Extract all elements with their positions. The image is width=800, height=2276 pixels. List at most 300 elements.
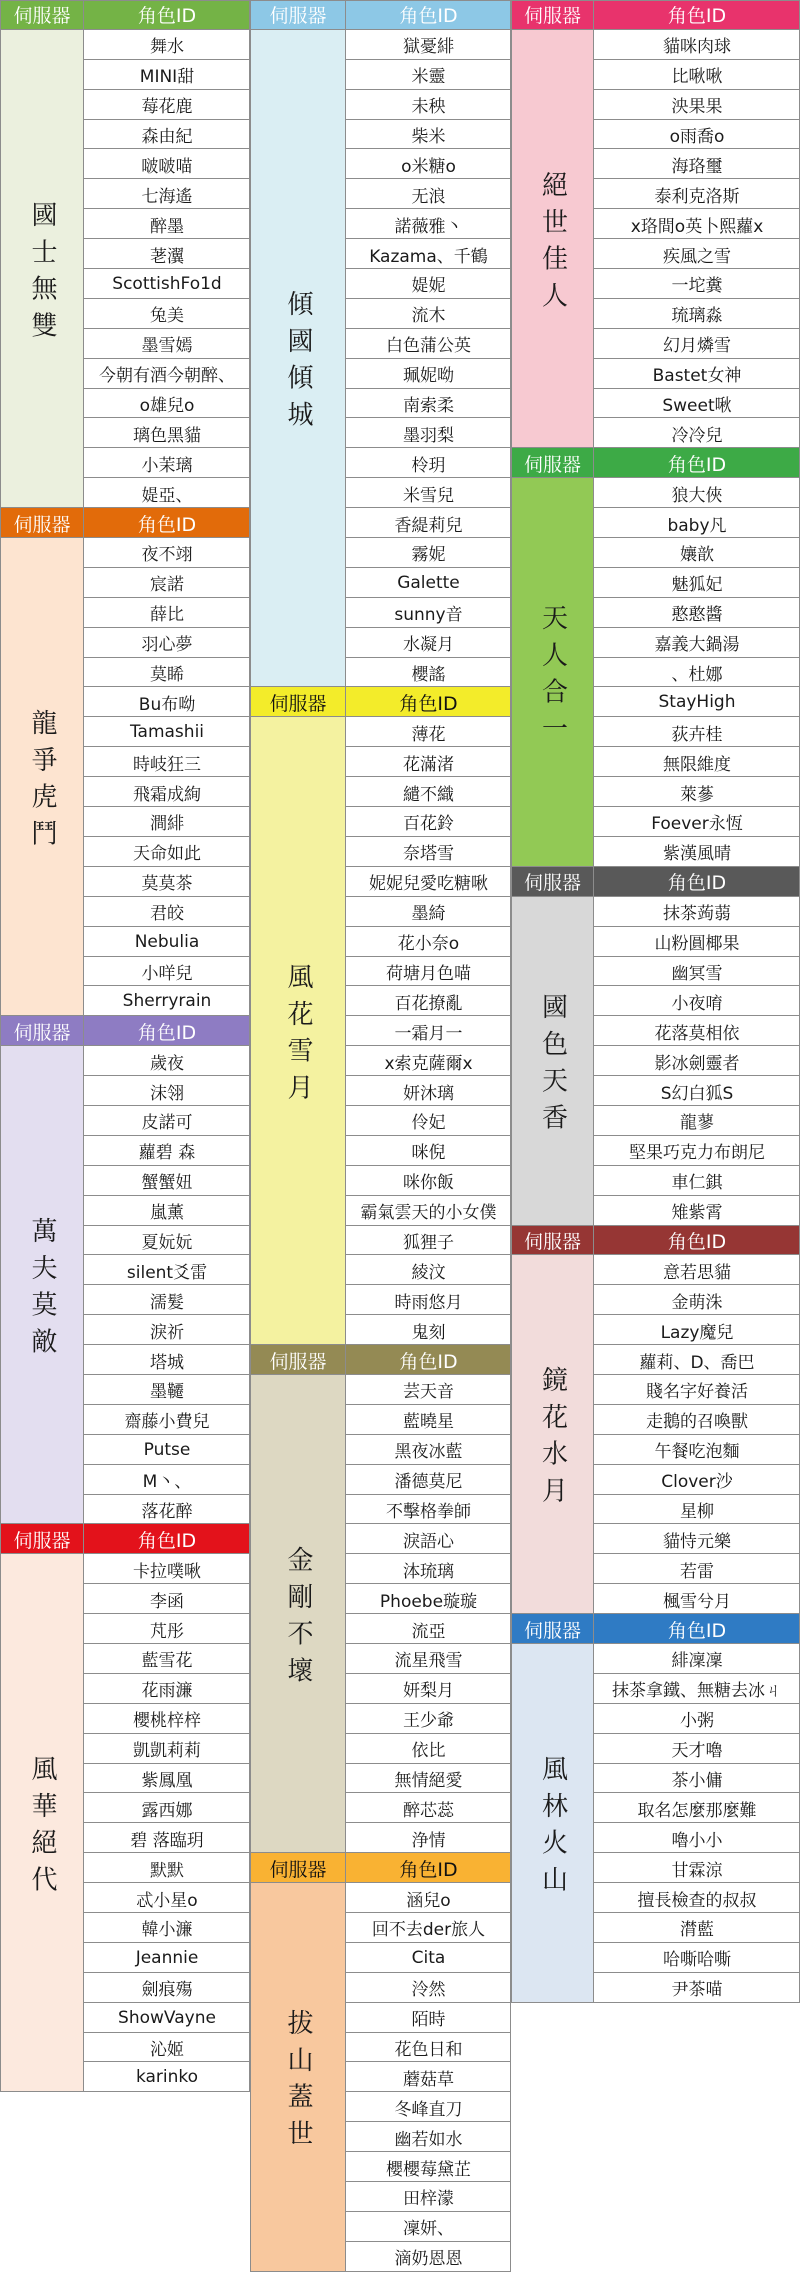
character-id-cell: 櫻桃梓梓 <box>84 1704 250 1734</box>
group-header-row <box>511 1226 800 1256</box>
character-id-cell: 露西娜 <box>84 1793 250 1823</box>
character-id-cell: 荖瀷 <box>84 239 250 269</box>
character-id-cell: Lazy魔兒 <box>594 1315 800 1345</box>
group-body <box>511 478 800 867</box>
character-id-cell: 抹茶蒟蒻 <box>594 897 800 927</box>
character-id-cell: 蘿碧 森 <box>84 1136 250 1166</box>
server-name: 風花雪月 <box>283 962 313 1111</box>
character-id-cell: 水凝月 <box>346 628 511 658</box>
server-name: 金剛不壞 <box>283 1545 313 1694</box>
character-id-cell: 紫漢風晴 <box>594 837 800 867</box>
character-id-cell: 媞亞、 <box>84 478 250 508</box>
character-id-cell: 未秧 <box>346 90 511 120</box>
character-id-cell: 陌時 <box>346 2003 511 2033</box>
server-name: 國色天香 <box>537 992 568 1141</box>
server-name: 鏡花水月 <box>537 1366 568 1515</box>
character-id-list <box>594 897 800 1226</box>
character-id-cell: x珞間o英卜熙蘿x <box>594 209 800 239</box>
server-cell <box>250 1375 346 1853</box>
character-id-cell: 走鵝的召喚獸 <box>594 1405 800 1435</box>
header-server-label: 伺服器 <box>511 1226 594 1256</box>
character-id-cell: 沫翎 <box>84 1076 250 1106</box>
server-group <box>511 1614 800 2003</box>
character-id-cell: 取名怎麼那麼難 <box>594 1793 800 1823</box>
server-name: 天人合一 <box>537 604 568 752</box>
character-id-cell: 天命如此 <box>84 837 250 867</box>
character-id-cell: 柃玥 <box>346 448 511 478</box>
header-id-label: 角色ID <box>594 448 800 478</box>
server-group <box>511 0 800 448</box>
character-id-cell: 回不去der旅人 <box>346 1913 511 1943</box>
group-body <box>511 1255 800 1614</box>
character-id-cell: 影冰劍靈者 <box>594 1046 800 1076</box>
character-id-cell: Clover沙 <box>594 1465 800 1495</box>
character-id-cell: 擅長檢查的叔叔 <box>594 1883 800 1913</box>
character-id-cell: o雨喬o <box>594 120 800 150</box>
character-id-cell: 小夜唷 <box>594 986 800 1016</box>
character-id-cell: 澗緋 <box>84 807 250 837</box>
character-id-cell: 小粥 <box>594 1704 800 1734</box>
character-id-cell: 意若思貓 <box>594 1255 800 1285</box>
server-name: 風華絕代 <box>27 1754 57 1903</box>
character-id-cell: 鬼刻 <box>346 1315 511 1345</box>
server-name: 拔山蓋世 <box>283 2009 313 2157</box>
character-id-cell: 車仁錤 <box>594 1166 800 1196</box>
character-id-cell: Jeannie <box>84 1943 250 1973</box>
character-id-cell: Galette <box>346 568 511 598</box>
header-id-label: 角色ID <box>346 0 511 30</box>
server-cell <box>511 1644 594 2003</box>
server-cell <box>0 30 84 508</box>
character-id-cell: 抹茶拿鐵、無糖去冰ㄐ <box>594 1674 800 1704</box>
character-id-cell: 哈嘶哈嘶 <box>594 1943 800 1973</box>
character-id-cell: 韓小濂 <box>84 1913 250 1943</box>
character-id-cell: 無限維度 <box>594 747 800 777</box>
character-id-cell: 伶妃 <box>346 1106 511 1136</box>
character-id-cell: 淚語心 <box>346 1524 511 1554</box>
header-server-label: 伺服器 <box>0 1016 84 1046</box>
character-id-cell: 妍沐璃 <box>346 1076 511 1106</box>
character-id-cell: 嘉義大鍋湯 <box>594 628 800 658</box>
header-id-label: 角色ID <box>84 0 250 30</box>
character-id-cell: 泰利克洛斯 <box>594 179 800 209</box>
group-header-row <box>511 1614 800 1644</box>
group-header-row <box>0 1524 250 1554</box>
character-id-cell: 孃歆 <box>594 538 800 568</box>
character-id-cell: 冷冷兒 <box>594 418 800 448</box>
character-id-cell: 比啾啾 <box>594 60 800 90</box>
character-id-cell: S幻白狐S <box>594 1076 800 1106</box>
character-id-cell: 甘霖涼 <box>594 1853 800 1883</box>
character-id-cell: 淚祈 <box>84 1315 250 1345</box>
group-header-row <box>0 0 250 30</box>
header-server-label: 伺服器 <box>511 1614 594 1644</box>
group-body <box>511 897 800 1226</box>
server-group <box>511 1226 800 1615</box>
character-id-cell: 蘿莉、D、喬巴 <box>594 1345 800 1375</box>
character-id-cell: 嚕小小 <box>594 1823 800 1853</box>
character-id-cell: 流亞 <box>346 1614 511 1644</box>
character-id-cell: 齋藤小費兒 <box>84 1405 250 1435</box>
character-id-cell: 潸藍 <box>594 1913 800 1943</box>
character-id-cell: 貓恃元樂 <box>594 1524 800 1554</box>
character-id-cell: 流木 <box>346 299 511 329</box>
character-id-cell: 海珞璽 <box>594 149 800 179</box>
character-id-cell: 堅果巧克力布朗尼 <box>594 1136 800 1166</box>
character-id-cell: Cita <box>346 1943 511 1973</box>
character-id-cell: 忒小星o <box>84 1883 250 1913</box>
character-id-cell: 依比 <box>346 1734 511 1764</box>
character-id-cell: 皮諾可 <box>84 1106 250 1136</box>
character-id-cell: 李函 <box>84 1584 250 1614</box>
header-id-label: 角色ID <box>594 1614 800 1644</box>
character-id-cell: karinko <box>84 2062 250 2092</box>
server-group <box>0 1016 250 1524</box>
character-id-cell: 楓雪兮月 <box>594 1584 800 1614</box>
character-id-cell: Putse <box>84 1435 250 1465</box>
character-id-cell: 泍琉璃 <box>346 1554 511 1584</box>
character-id-cell: 凱凱莉莉 <box>84 1734 250 1764</box>
character-id-cell: 涵兒o <box>346 1883 511 1913</box>
character-id-cell: 泱果果 <box>594 90 800 120</box>
header-id-label: 角色ID <box>594 1226 800 1256</box>
server-cell <box>511 30 594 448</box>
server-cell <box>511 897 594 1226</box>
character-id-cell: MINI甜 <box>84 60 250 90</box>
character-id-cell: 花小奈o <box>346 927 511 957</box>
character-id-list <box>346 1375 511 1853</box>
server-group <box>250 1345 511 1853</box>
character-id-cell: 緋凜凜 <box>594 1644 800 1674</box>
character-id-cell: 若雷 <box>594 1554 800 1584</box>
character-id-cell: 田梓濛 <box>346 2182 511 2212</box>
character-id-cell: 米雪兒 <box>346 478 511 508</box>
server-group <box>511 448 800 866</box>
group-header-row <box>0 508 250 538</box>
character-id-cell: silent爻雷 <box>84 1255 250 1285</box>
header-server-label: 伺服器 <box>250 687 346 717</box>
character-id-cell: 萊蔘 <box>594 777 800 807</box>
character-id-cell: 羽心夢 <box>84 628 250 658</box>
character-id-cell: 時岐狂三 <box>84 747 250 777</box>
character-id-cell: 花落莫相依 <box>594 1016 800 1046</box>
character-id-list <box>84 1554 250 2092</box>
character-id-cell: 王少爺 <box>346 1704 511 1734</box>
group-header-row <box>250 1853 511 1883</box>
character-id-cell: 无浪 <box>346 179 511 209</box>
character-id-cell: 櫻櫻莓黛芷 <box>346 2152 511 2182</box>
character-id-cell: 花色日和 <box>346 2033 511 2063</box>
character-id-cell: 櫻謠 <box>346 658 511 688</box>
group-body <box>511 30 800 448</box>
server-group <box>0 0 250 508</box>
character-id-cell: Bu布呦 <box>84 687 250 717</box>
character-id-cell: 時雨悠月 <box>346 1285 511 1315</box>
character-id-cell: 奈塔雪 <box>346 837 511 867</box>
character-id-cell: 米靈 <box>346 60 511 90</box>
character-id-cell: 劍痕殤 <box>84 1973 250 2003</box>
server-name: 絕世佳人 <box>537 170 568 319</box>
character-id-cell: 幽若如水 <box>346 2122 511 2152</box>
character-id-cell: 舞水 <box>84 30 250 60</box>
character-id-cell: 君皎 <box>84 897 250 927</box>
character-id-cell: 凜妍、 <box>346 2212 511 2242</box>
character-id-cell: 荻卉桂 <box>594 717 800 747</box>
character-id-cell: 貓咪肉球 <box>594 30 800 60</box>
character-id-cell: 濡髮 <box>84 1285 250 1315</box>
character-id-cell: 璃色黑貓 <box>84 418 250 448</box>
character-id-cell: 墨羽梨 <box>346 418 511 448</box>
server-name: 國士無雙 <box>27 200 57 349</box>
group-body <box>0 1046 250 1524</box>
character-id-cell: Tamashii <box>84 717 250 747</box>
character-id-cell: 小咩兒 <box>84 957 250 987</box>
character-id-cell: 花滿渚 <box>346 747 511 777</box>
group-header-row <box>511 867 800 897</box>
server-cell <box>0 1554 84 2092</box>
character-id-cell: 雉紫霄 <box>594 1196 800 1226</box>
character-id-cell: 龍蓼 <box>594 1106 800 1136</box>
server-group <box>0 508 250 1016</box>
character-id-cell: 流星飛雪 <box>346 1644 511 1674</box>
server-group <box>0 1524 250 2092</box>
character-id-cell: 浄情 <box>346 1823 511 1853</box>
character-id-list <box>594 478 800 867</box>
character-id-cell: 妍梨月 <box>346 1674 511 1704</box>
character-id-cell: 飛霜成絢 <box>84 777 250 807</box>
character-id-cell: 泠然 <box>346 1973 511 2003</box>
character-id-cell: 山粉圓椰果 <box>594 927 800 957</box>
character-id-cell: 冬峰直刀 <box>346 2092 511 2122</box>
character-id-cell: 南索柔 <box>346 389 511 419</box>
character-id-cell: 七海遙 <box>84 179 250 209</box>
header-id-label: 角色ID <box>84 1016 250 1046</box>
header-id-label: 角色ID <box>594 867 800 897</box>
character-id-cell: 卡拉噗啾 <box>84 1554 250 1584</box>
character-id-cell: 墨綺 <box>346 897 511 927</box>
header-id-label: 角色ID <box>346 1345 511 1375</box>
header-id-label: 角色ID <box>346 687 511 717</box>
character-id-cell: 百花鈴 <box>346 807 511 837</box>
character-id-cell: 墨韆 <box>84 1375 250 1405</box>
character-id-cell: Sweet啾 <box>594 389 800 419</box>
character-id-cell: 莓花鹿 <box>84 90 250 120</box>
character-id-cell: 柴米 <box>346 120 511 150</box>
character-id-cell: 幻月燐雪 <box>594 329 800 359</box>
character-id-cell: o米糖o <box>346 149 511 179</box>
character-id-cell: 香緹莉兒 <box>346 508 511 538</box>
character-id-cell: 啵啵喵 <box>84 149 250 179</box>
header-server-label: 伺服器 <box>250 1345 346 1375</box>
character-id-cell: 賤名字好養活 <box>594 1375 800 1405</box>
character-id-cell: 藍雪花 <box>84 1644 250 1674</box>
header-server-label: 伺服器 <box>511 867 594 897</box>
group-header-row <box>0 1016 250 1046</box>
character-id-cell: 潘德莫尼 <box>346 1465 511 1495</box>
character-id-cell: 白色蒲公英 <box>346 329 511 359</box>
character-id-cell: 默默 <box>84 1853 250 1883</box>
character-id-list <box>84 1046 250 1524</box>
group-header-row <box>250 0 511 30</box>
group-header-row <box>250 687 511 717</box>
character-id-cell: 不擊格拳師 <box>346 1495 511 1525</box>
character-id-cell: ScottishFo1d <box>84 269 250 299</box>
group-body <box>250 717 511 1345</box>
character-id-cell: o雄兒o <box>84 389 250 419</box>
character-id-cell: 莫莫茶 <box>84 867 250 897</box>
character-id-cell: 落花醉 <box>84 1495 250 1525</box>
character-id-cell: 咪你飯 <box>346 1166 511 1196</box>
character-id-list <box>84 538 250 1016</box>
header-server-label: 伺服器 <box>250 0 346 30</box>
character-id-cell: baby凡 <box>594 508 800 538</box>
server-name: 龍爭虎鬥 <box>27 708 57 857</box>
character-id-cell: 沁姬 <box>84 2033 250 2063</box>
character-id-cell: Kazama、千鶴 <box>346 239 511 269</box>
character-id-cell: 獄憂緋 <box>346 30 511 60</box>
table-column-right <box>511 0 800 2003</box>
character-id-cell: 午餐吃泡麵 <box>594 1435 800 1465</box>
header-id-label: 角色ID <box>346 1853 511 1883</box>
group-body <box>0 30 250 508</box>
character-id-cell: Nebulia <box>84 927 250 957</box>
character-id-cell: 芃彤 <box>84 1614 250 1644</box>
group-body <box>250 1883 511 2272</box>
character-id-cell: Foever永恆 <box>594 807 800 837</box>
table-column-left <box>0 0 250 2092</box>
character-id-cell: 無情絕愛 <box>346 1764 511 1794</box>
character-id-cell: 莫睎 <box>84 658 250 688</box>
character-id-cell: sunny音 <box>346 598 511 628</box>
character-id-cell: 諾薇雅丶 <box>346 209 511 239</box>
server-cell <box>250 30 346 688</box>
header-server-label: 伺服器 <box>0 508 84 538</box>
group-body <box>250 1375 511 1853</box>
header-server-label: 伺服器 <box>511 448 594 478</box>
character-id-cell: 魅狐妃 <box>594 568 800 598</box>
character-id-cell: 百花撩亂 <box>346 986 511 1016</box>
character-id-cell: 薄花 <box>346 717 511 747</box>
character-id-cell: 狐狸子 <box>346 1226 511 1256</box>
group-header-row <box>250 1345 511 1375</box>
character-id-cell: 歲夜 <box>84 1046 250 1076</box>
character-id-cell: 狼大俠 <box>594 478 800 508</box>
character-id-cell: ShowVayne <box>84 2003 250 2033</box>
character-id-cell: 紫鳳凰 <box>84 1764 250 1794</box>
character-id-cell: 繾不織 <box>346 777 511 807</box>
character-id-cell: 幽冥雪 <box>594 957 800 987</box>
server-name: 風林火山 <box>537 1754 568 1903</box>
server-cell <box>250 717 346 1345</box>
group-header-row <box>511 0 800 30</box>
character-id-cell: 尹茶喵 <box>594 1973 800 2003</box>
server-cell <box>511 478 594 867</box>
character-id-list <box>84 30 250 508</box>
character-id-cell: Phoebe璇璇 <box>346 1584 511 1614</box>
character-id-cell: 森由紀 <box>84 120 250 150</box>
character-id-cell: 蟹蟹妞 <box>84 1166 250 1196</box>
character-id-cell: 薛比 <box>84 598 250 628</box>
character-id-cell: 琉璃淼 <box>594 299 800 329</box>
table-column-middle <box>250 0 511 2272</box>
server-cell <box>511 1255 594 1614</box>
character-id-cell: 妮妮兒愛吃糖啾 <box>346 867 511 897</box>
character-id-cell: 茶小傭 <box>594 1764 800 1794</box>
server-cell <box>0 1046 84 1524</box>
character-id-cell: 憨憨醬 <box>594 598 800 628</box>
header-server-label: 伺服器 <box>0 0 84 30</box>
header-server-label: 伺服器 <box>0 1524 84 1554</box>
character-id-cell: 蘑菇草 <box>346 2062 511 2092</box>
character-id-cell: 夏妧妧 <box>84 1226 250 1256</box>
character-id-cell: 碧 落臨玥 <box>84 1823 250 1853</box>
group-body <box>511 1644 800 2003</box>
character-id-cell: 兔美 <box>84 299 250 329</box>
character-id-cell: 一霜月一 <box>346 1016 511 1046</box>
character-id-cell: 荷塘月色喵 <box>346 957 511 987</box>
group-header-row <box>511 448 800 478</box>
character-id-cell: 芸天音 <box>346 1375 511 1405</box>
character-id-list <box>346 1883 511 2272</box>
group-body <box>0 1554 250 2092</box>
character-id-cell: 霸氣雲天的小女僕 <box>346 1196 511 1226</box>
character-id-cell: 小茉璃 <box>84 448 250 478</box>
character-id-cell: 霧妮 <box>346 538 511 568</box>
character-id-list <box>594 1644 800 2003</box>
character-id-cell: 滴奶恩恩 <box>346 2242 511 2272</box>
character-id-cell: 星柳 <box>594 1495 800 1525</box>
header-id-label: 角色ID <box>84 1524 250 1554</box>
group-body <box>0 538 250 1016</box>
character-id-list <box>594 30 800 448</box>
character-id-cell: 媞妮 <box>346 269 511 299</box>
character-id-cell: 宸諾 <box>84 568 250 598</box>
character-id-cell: M丶、 <box>84 1465 250 1495</box>
server-cell <box>0 538 84 1016</box>
character-id-cell: 疾風之雪 <box>594 239 800 269</box>
character-id-cell: Bastet女神 <box>594 359 800 389</box>
character-id-cell: 墨雪嫣 <box>84 329 250 359</box>
character-id-cell: 綾汶 <box>346 1255 511 1285</box>
character-id-cell: 黑夜冰藍 <box>346 1435 511 1465</box>
character-id-cell: 天才嚕 <box>594 1734 800 1764</box>
character-id-cell: 金萌洙 <box>594 1285 800 1315</box>
character-id-cell: 一坨糞 <box>594 269 800 299</box>
character-id-cell: 嵐薰 <box>84 1196 250 1226</box>
character-id-list <box>346 717 511 1345</box>
server-group <box>250 0 511 687</box>
character-id-list <box>346 30 511 688</box>
character-id-list <box>594 1255 800 1614</box>
server-name: 萬夫莫敵 <box>27 1216 57 1365</box>
character-id-cell: 、杜娜 <box>594 658 800 688</box>
character-id-cell: Sherryrain <box>84 986 250 1016</box>
server-group <box>250 1853 511 2271</box>
character-id-cell: StayHigh <box>594 687 800 717</box>
character-id-cell: 藍曉星 <box>346 1405 511 1435</box>
character-id-cell: 咪倪 <box>346 1136 511 1166</box>
character-id-cell: 珮妮呦 <box>346 359 511 389</box>
server-group <box>511 867 800 1226</box>
server-name: 傾國傾城 <box>283 290 313 438</box>
header-id-label: 角色ID <box>594 0 800 30</box>
server-group <box>250 687 511 1345</box>
character-id-cell: 今朝有酒今朝醉、 <box>84 359 250 389</box>
header-server-label: 伺服器 <box>511 0 594 30</box>
character-id-cell: 花雨濂 <box>84 1674 250 1704</box>
character-id-cell: x索克薩爾x <box>346 1046 511 1076</box>
character-id-cell: 醉墨 <box>84 209 250 239</box>
